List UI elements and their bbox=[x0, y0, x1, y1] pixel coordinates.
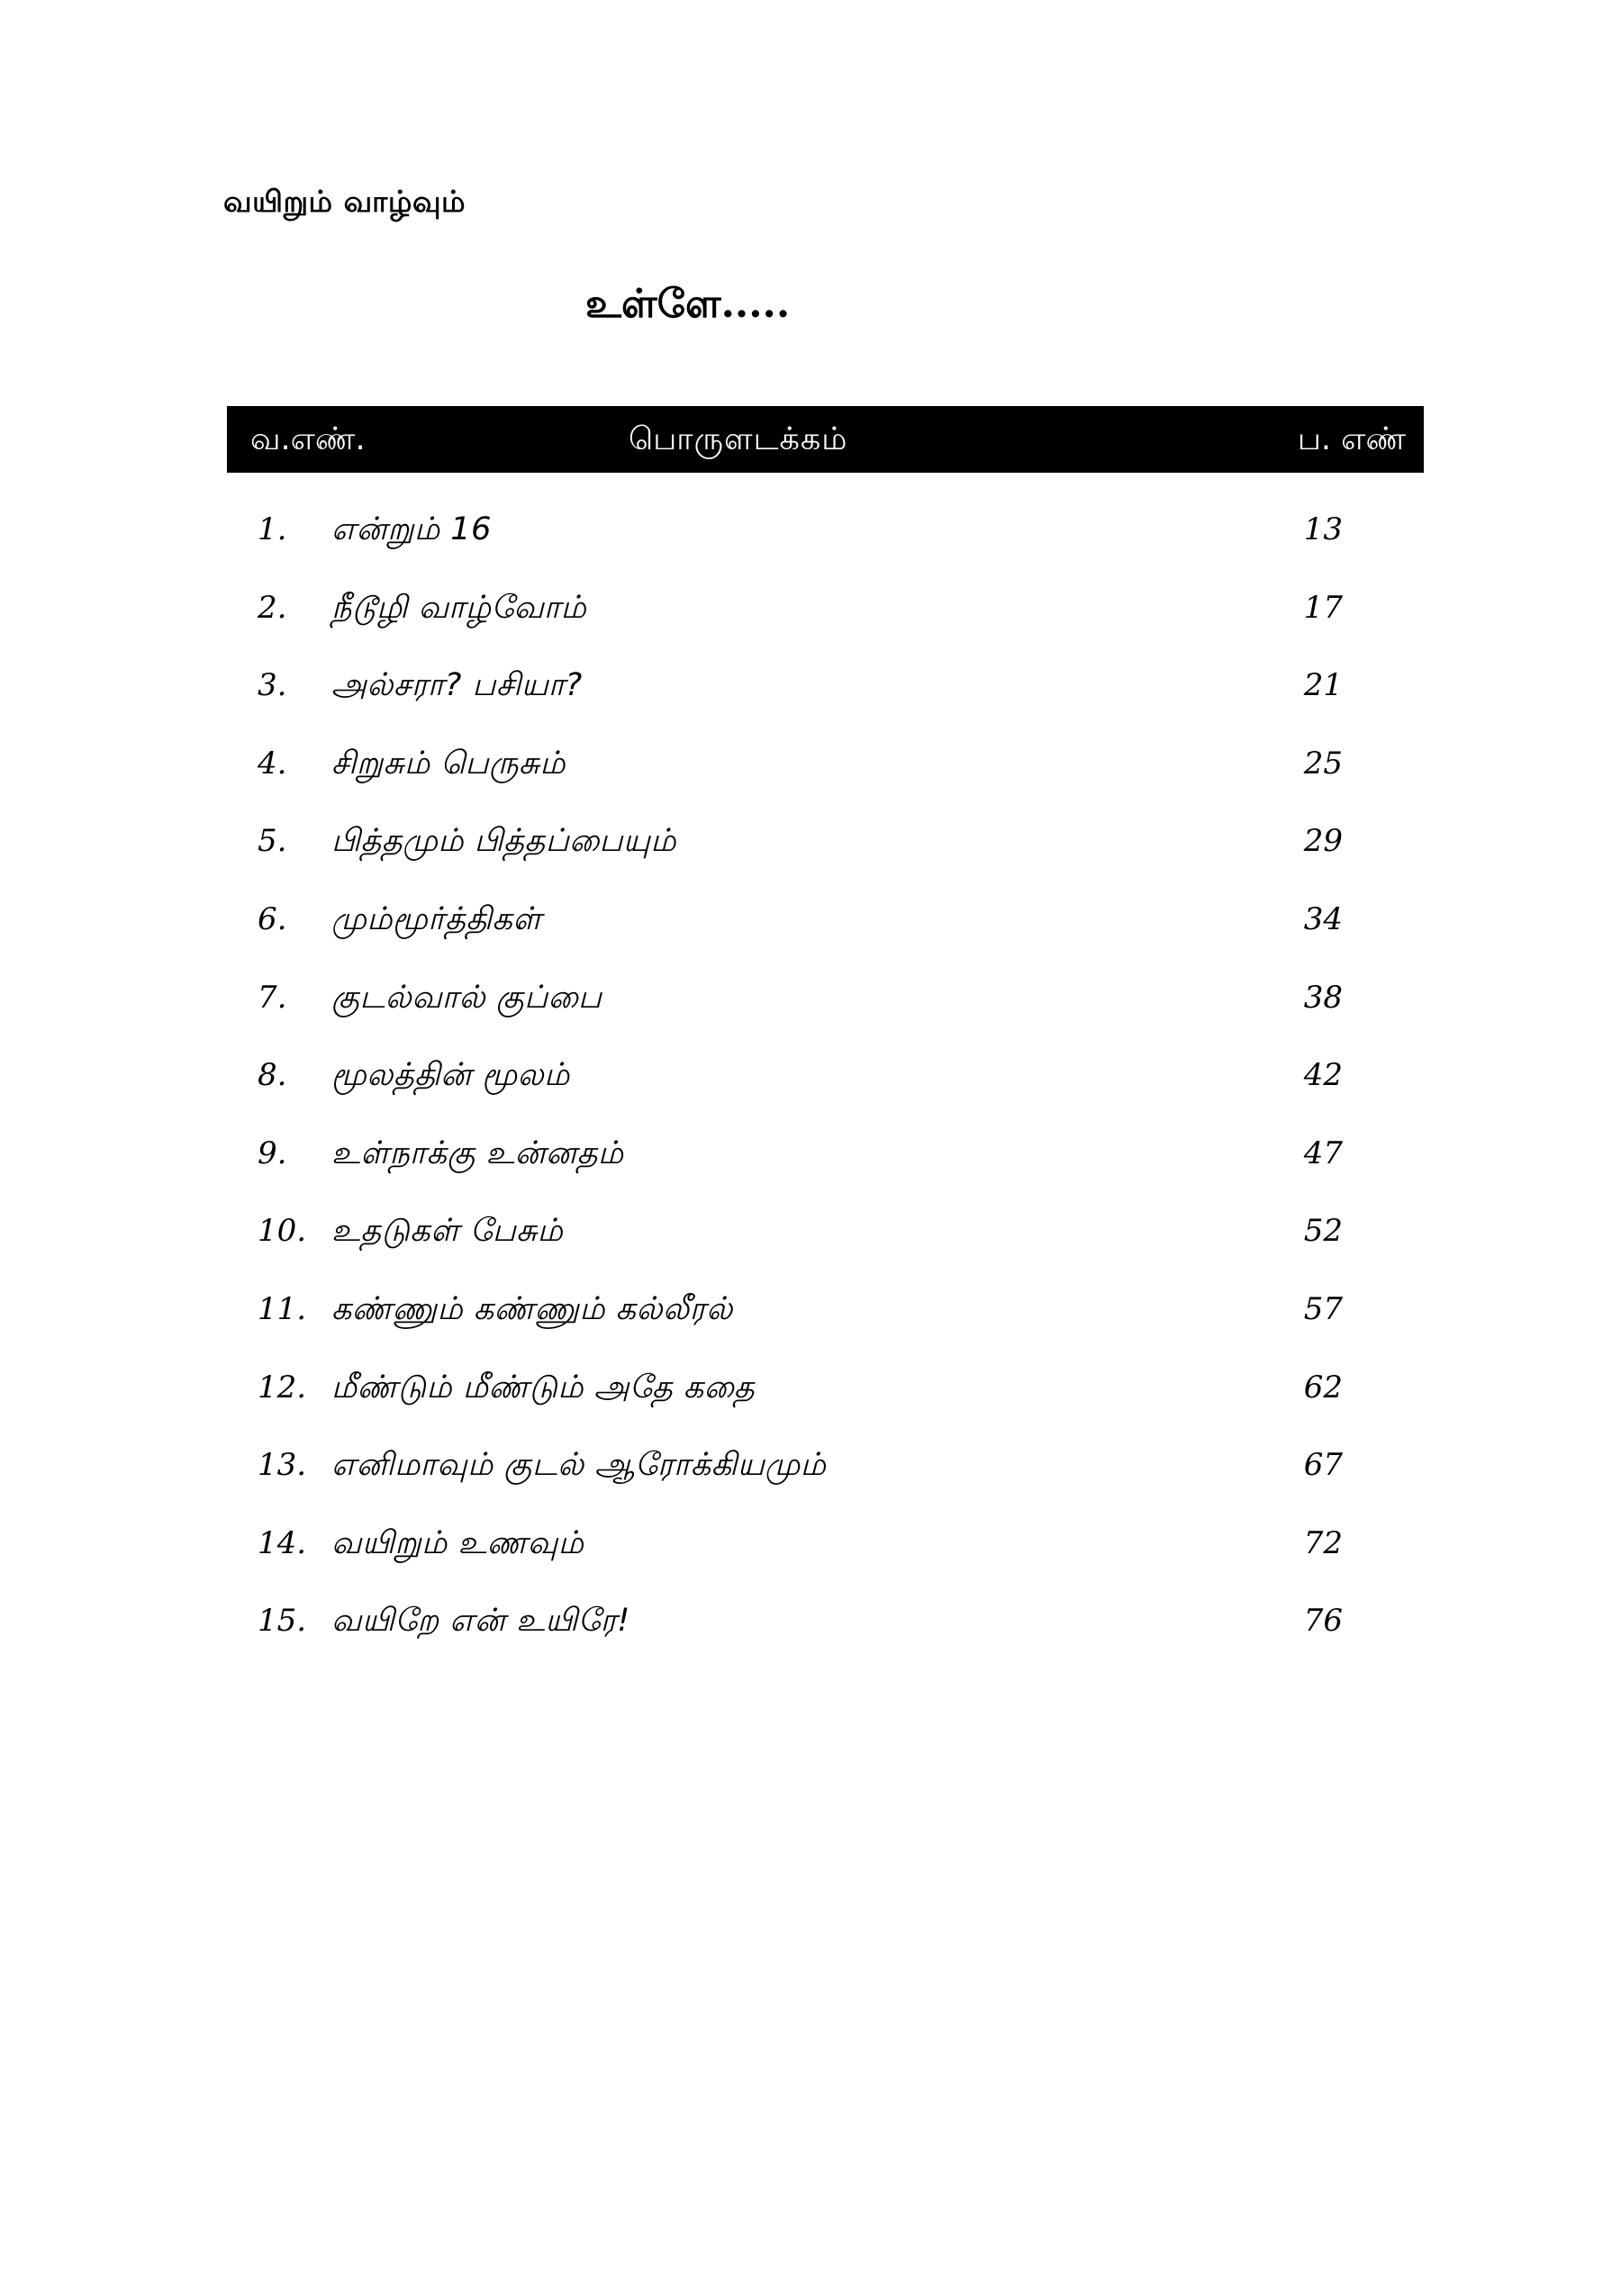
entry-number: 3. bbox=[258, 667, 287, 704]
entry-page: 25 bbox=[1303, 745, 1343, 782]
entry-page: 57 bbox=[1303, 1290, 1343, 1327]
toc-entry bbox=[227, 1192, 1424, 1270]
entry-title: மூலத்தின் மூலம் bbox=[331, 1057, 570, 1094]
toc-entry bbox=[227, 1349, 1424, 1427]
entry-title: மீண்டும் மீண்டும் அதே கதை bbox=[331, 1369, 756, 1406]
entry-page: 38 bbox=[1303, 979, 1343, 1016]
entry-page: 52 bbox=[1303, 1213, 1343, 1250]
toc-entry bbox=[227, 1582, 1424, 1660]
toc-entry bbox=[227, 881, 1424, 959]
entry-page: 34 bbox=[1303, 900, 1343, 937]
toc-list bbox=[227, 491, 1424, 1660]
running-head: வயிறும் வாழ்வும் bbox=[223, 184, 466, 219]
entry-number: 13. bbox=[258, 1447, 307, 1484]
entry-title: சிறுசும் பெருசும் bbox=[331, 745, 566, 782]
entry-number: 7. bbox=[258, 979, 287, 1016]
entry-title: மும்மூர்த்திகள் bbox=[331, 900, 542, 937]
entry-number: 1. bbox=[258, 511, 287, 547]
entry-number: 9. bbox=[258, 1134, 287, 1171]
entry-title: கண்ணும் கண்ணும் கல்லீரல் bbox=[331, 1290, 733, 1327]
entry-number: 15. bbox=[258, 1603, 307, 1640]
toc-entry bbox=[227, 725, 1424, 803]
toc-entry bbox=[227, 569, 1424, 647]
toc-entry bbox=[227, 491, 1424, 569]
entry-title: உதடுகள் பேசும் bbox=[331, 1213, 564, 1250]
toc-entry bbox=[227, 1036, 1424, 1115]
toc-title: உள்ளே..... bbox=[585, 281, 791, 327]
entry-page: 72 bbox=[1303, 1524, 1343, 1561]
toc-entry bbox=[227, 1270, 1424, 1349]
toc-entry bbox=[227, 959, 1424, 1037]
entry-page: 42 bbox=[1303, 1057, 1343, 1094]
entry-number: 6. bbox=[258, 900, 287, 937]
entry-page: 47 bbox=[1303, 1134, 1343, 1171]
entry-number: 10. bbox=[258, 1213, 307, 1250]
header-page-label: ப. எண் bbox=[1297, 421, 1406, 457]
entry-page: 21 bbox=[1303, 667, 1343, 704]
entry-number: 12. bbox=[258, 1369, 307, 1406]
entry-page: 62 bbox=[1303, 1369, 1343, 1406]
entry-page: 67 bbox=[1303, 1447, 1343, 1484]
toc-entry bbox=[227, 802, 1424, 881]
entry-number: 8. bbox=[258, 1057, 287, 1094]
entry-title: வயிறும் உணவும் bbox=[331, 1524, 584, 1561]
entry-number: 11. bbox=[258, 1290, 307, 1327]
entry-title: நீடூழி வாழ்வோம் bbox=[331, 589, 587, 626]
entry-title: அல்சரா? பசியா? bbox=[331, 667, 583, 704]
entry-page: 76 bbox=[1303, 1603, 1343, 1640]
entry-number: 14. bbox=[258, 1524, 307, 1561]
toc-entry bbox=[227, 1505, 1424, 1583]
toc-entry bbox=[227, 646, 1424, 725]
entry-title: வயிறே என் உயிரே! bbox=[331, 1603, 630, 1640]
header-number-label: வ.எண். bbox=[250, 421, 366, 457]
entry-title: குடல்வால் குப்பை bbox=[331, 979, 602, 1016]
entry-page: 29 bbox=[1303, 823, 1343, 860]
entry-title: எனிமாவும் குடல் ஆரோக்கியமும் bbox=[331, 1447, 827, 1484]
toc-entry bbox=[227, 1426, 1424, 1505]
toc-header-bar bbox=[227, 406, 1424, 473]
entry-page: 13 bbox=[1303, 511, 1343, 547]
toc-entry bbox=[227, 1115, 1424, 1193]
entry-number: 4. bbox=[258, 745, 287, 782]
entry-title: என்றும் 16 bbox=[331, 511, 492, 547]
entry-number: 2. bbox=[258, 589, 287, 626]
entry-page: 17 bbox=[1303, 589, 1343, 626]
entry-title: உள்நாக்கு உன்னதம் bbox=[331, 1134, 624, 1171]
entry-number: 5. bbox=[258, 823, 287, 860]
header-contents-label: பொருளடக்கம் bbox=[629, 421, 848, 457]
entry-title: பித்தமும் பித்தப்பையும் bbox=[331, 823, 677, 860]
